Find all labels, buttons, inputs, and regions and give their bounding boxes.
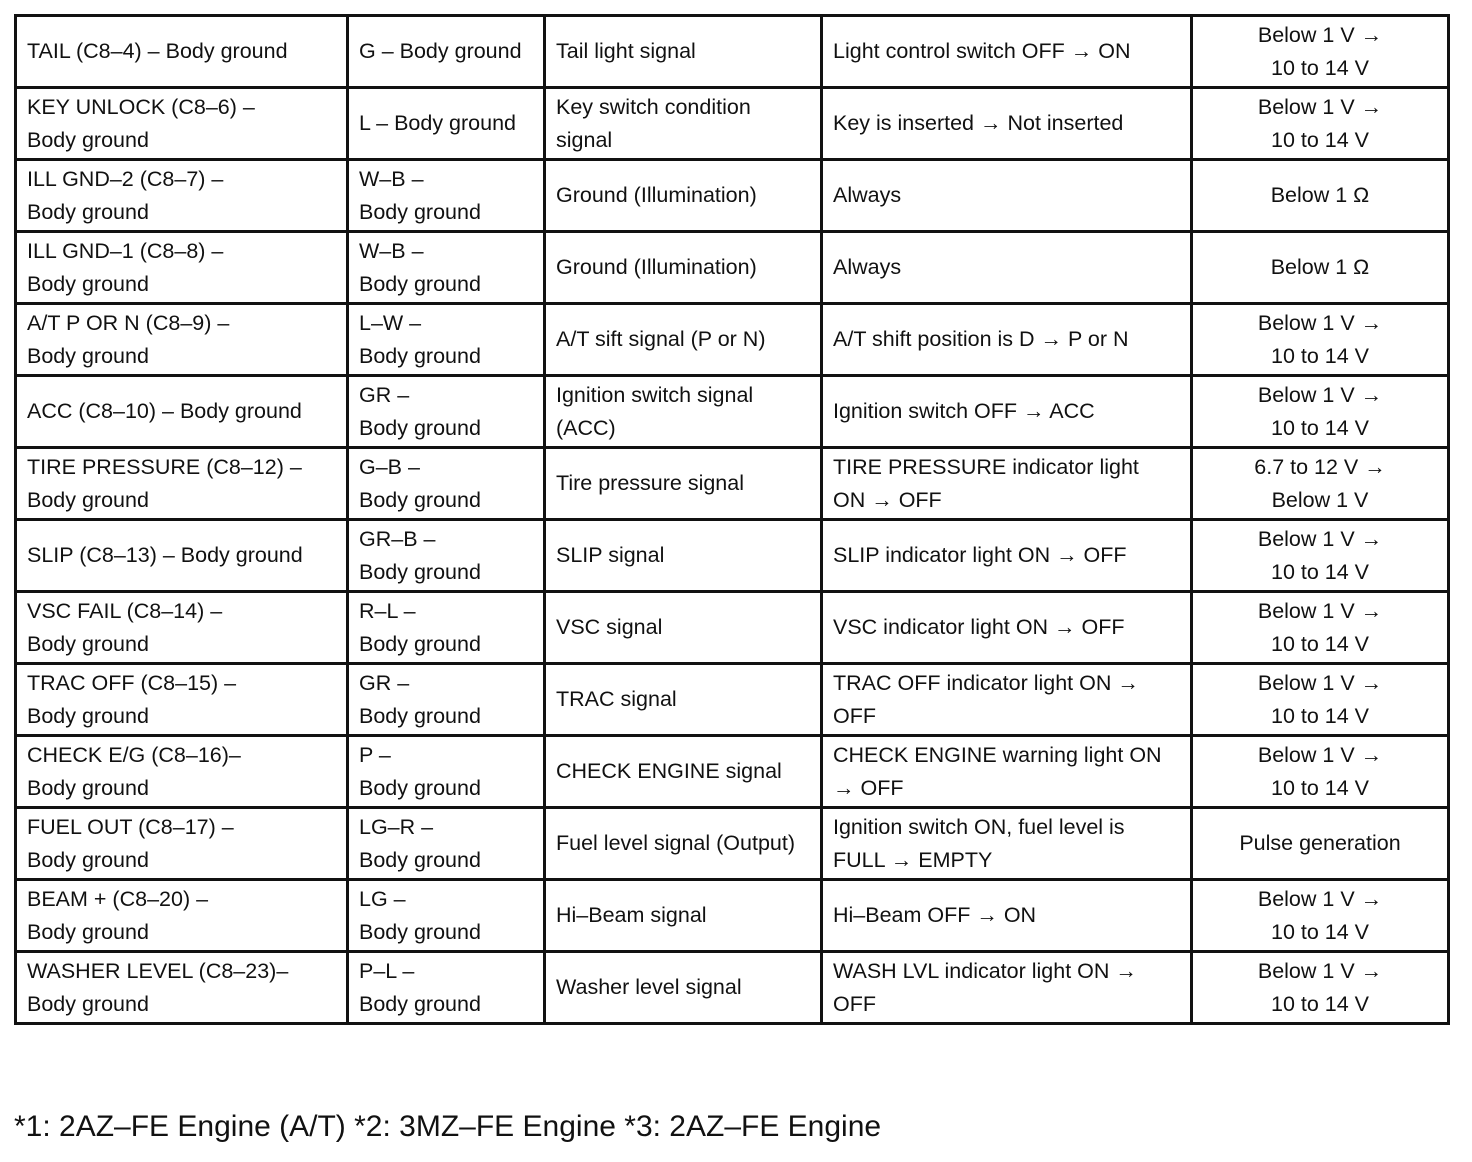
wiring-color-cell: W–B – Body ground bbox=[348, 232, 545, 304]
description-cell: Ignition switch signal (ACC) bbox=[545, 376, 822, 448]
wiring-color-cell: G–B – Body ground bbox=[348, 448, 545, 520]
specified-condition-cell: Below 1 V → 10 to 14 V bbox=[1192, 376, 1449, 448]
description-cell: Washer level signal bbox=[545, 952, 822, 1024]
condition-cell: SLIP indicator light ON → OFF bbox=[822, 520, 1192, 592]
wiring-color-cell: GR–B – Body ground bbox=[348, 520, 545, 592]
specified-condition-cell: Below 1 V → 10 to 14 V bbox=[1192, 664, 1449, 736]
table-row bbox=[16, 88, 1449, 160]
specified-condition-cell: Below 1 Ω bbox=[1192, 232, 1449, 304]
description-cell: SLIP signal bbox=[545, 520, 822, 592]
table-row bbox=[16, 304, 1449, 376]
specified-condition-cell: Below 1 V → 10 to 14 V bbox=[1192, 16, 1449, 88]
terminal-cell: ACC (C8–10) – Body ground bbox=[16, 376, 348, 448]
wiring-color-cell: LG–R – Body ground bbox=[348, 808, 545, 880]
specified-condition-cell: Below 1 V → 10 to 14 V bbox=[1192, 88, 1449, 160]
specified-condition-cell: Pulse generation bbox=[1192, 808, 1449, 880]
terminal-cell: SLIP (C8–13) – Body ground bbox=[16, 520, 348, 592]
condition-cell: Ignition switch OFF → ACC bbox=[822, 376, 1192, 448]
table-row bbox=[16, 520, 1449, 592]
description-cell: A/T sift signal (P or N) bbox=[545, 304, 822, 376]
description-cell: Key switch condition signal bbox=[545, 88, 822, 160]
table-row bbox=[16, 160, 1449, 232]
condition-cell: TIRE PRESSURE indicator light ON → OFF bbox=[822, 448, 1192, 520]
condition-cell: Always bbox=[822, 232, 1192, 304]
table-row bbox=[16, 736, 1449, 808]
condition-cell: WASH LVL indicator light ON → OFF bbox=[822, 952, 1192, 1024]
table-row bbox=[16, 16, 1449, 88]
terminal-cell: KEY UNLOCK (C8–6) – Body ground bbox=[16, 88, 348, 160]
description-cell: VSC signal bbox=[545, 592, 822, 664]
condition-cell: Always bbox=[822, 160, 1192, 232]
specified-condition-cell: Below 1 V → 10 to 14 V bbox=[1192, 520, 1449, 592]
table-row bbox=[16, 880, 1449, 952]
description-cell: Hi–Beam signal bbox=[545, 880, 822, 952]
terminal-spec-table-container bbox=[14, 14, 1447, 1025]
table-row bbox=[16, 592, 1449, 664]
condition-cell: A/T shift position is D → P or N bbox=[822, 304, 1192, 376]
terminal-spec-table bbox=[14, 14, 1450, 1025]
terminal-cell: ILL GND–1 (C8–8) – Body ground bbox=[16, 232, 348, 304]
terminal-cell: TRAC OFF (C8–15) – Body ground bbox=[16, 664, 348, 736]
condition-cell: Key is inserted → Not inserted bbox=[822, 88, 1192, 160]
terminal-cell: BEAM + (C8–20) – Body ground bbox=[16, 880, 348, 952]
description-cell: CHECK ENGINE signal bbox=[545, 736, 822, 808]
description-cell: Tire pressure signal bbox=[545, 448, 822, 520]
description-cell: Tail light signal bbox=[545, 16, 822, 88]
terminal-cell: A/T P OR N (C8–9) – Body ground bbox=[16, 304, 348, 376]
table-body bbox=[16, 16, 1449, 1024]
description-cell: Ground (Illumination) bbox=[545, 160, 822, 232]
condition-cell: VSC indicator light ON → OFF bbox=[822, 592, 1192, 664]
specified-condition-cell: Below 1 V → 10 to 14 V bbox=[1192, 592, 1449, 664]
specified-condition-cell: Below 1 V → 10 to 14 V bbox=[1192, 952, 1449, 1024]
engine-footnote: *1: 2AZ–FE Engine (A/T) *2: 3MZ–FE Engine *3: 2AZ–FE Engine bbox=[14, 1110, 882, 1143]
wiring-color-cell: LG – Body ground bbox=[348, 880, 545, 952]
specified-condition-cell: Below 1 V → 10 to 14 V bbox=[1192, 304, 1449, 376]
wiring-color-cell: P – Body ground bbox=[348, 736, 545, 808]
table-row bbox=[16, 448, 1449, 520]
specified-condition-cell: Below 1 V → 10 to 14 V bbox=[1192, 736, 1449, 808]
description-cell: TRAC signal bbox=[545, 664, 822, 736]
wiring-color-cell: GR – Body ground bbox=[348, 664, 545, 736]
table-row bbox=[16, 808, 1449, 880]
terminal-cell: WASHER LEVEL (C8–23)– Body ground bbox=[16, 952, 348, 1024]
table-row bbox=[16, 664, 1449, 736]
terminal-cell: VSC FAIL (C8–14) – Body ground bbox=[16, 592, 348, 664]
description-cell: Ground (Illumination) bbox=[545, 232, 822, 304]
wiring-color-cell: G – Body ground bbox=[348, 16, 545, 88]
condition-cell: CHECK ENGINE warning light ON → OFF bbox=[822, 736, 1192, 808]
wiring-color-cell: W–B – Body ground bbox=[348, 160, 545, 232]
condition-cell: TRAC OFF indicator light ON → OFF bbox=[822, 664, 1192, 736]
terminal-cell: ILL GND–2 (C8–7) – Body ground bbox=[16, 160, 348, 232]
table-row bbox=[16, 376, 1449, 448]
wiring-color-cell: L – Body ground bbox=[348, 88, 545, 160]
table-row bbox=[16, 952, 1449, 1024]
condition-cell: Ignition switch ON, fuel level is FULL → EMPTY bbox=[822, 808, 1192, 880]
terminal-cell: FUEL OUT (C8–17) – Body ground bbox=[16, 808, 348, 880]
terminal-cell: TIRE PRESSURE (C8–12) – Body ground bbox=[16, 448, 348, 520]
specified-condition-cell: 6.7 to 12 V → Below 1 V bbox=[1192, 448, 1449, 520]
description-cell: Fuel level signal (Output) bbox=[545, 808, 822, 880]
condition-cell: Hi–Beam OFF → ON bbox=[822, 880, 1192, 952]
wiring-color-cell: L–W – Body ground bbox=[348, 304, 545, 376]
wiring-color-cell: GR – Body ground bbox=[348, 376, 545, 448]
terminal-cell: TAIL (C8–4) – Body ground bbox=[16, 16, 348, 88]
terminal-cell: CHECK E/G (C8–16)– Body ground bbox=[16, 736, 348, 808]
specified-condition-cell: Below 1 Ω bbox=[1192, 160, 1449, 232]
condition-cell: Light control switch OFF → ON bbox=[822, 16, 1192, 88]
table-row bbox=[16, 232, 1449, 304]
specified-condition-cell: Below 1 V → 10 to 14 V bbox=[1192, 880, 1449, 952]
wiring-color-cell: P–L – Body ground bbox=[348, 952, 545, 1024]
wiring-color-cell: R–L – Body ground bbox=[348, 592, 545, 664]
